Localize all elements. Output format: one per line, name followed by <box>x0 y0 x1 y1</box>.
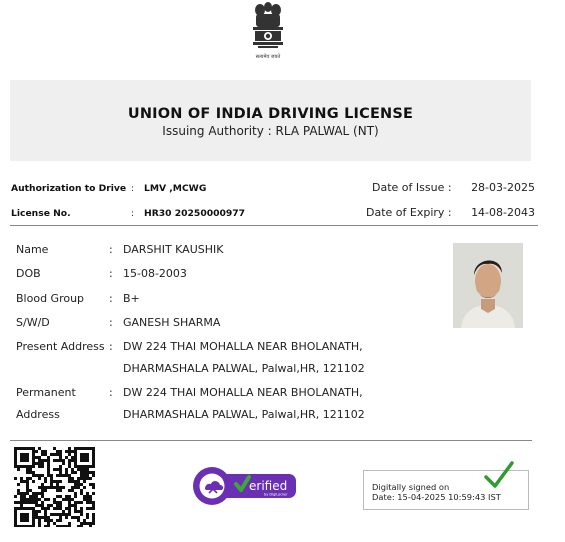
detail-value: GANESH SHARMA <box>123 316 221 329</box>
authorization-value: LMV ,MCWG <box>144 183 207 194</box>
detail-colon: : <box>109 386 113 399</box>
license-holder-photo <box>453 243 523 328</box>
detail-value: DW 224 THAI MOHALLA NEAR BHOLANATH, <box>123 340 363 353</box>
detail-colon: : <box>109 316 113 329</box>
issuing-authority: Issuing Authority : RLA PALWAL (NT) <box>162 124 379 138</box>
license-number-label: License No. <box>11 208 71 219</box>
expiry-date-value: 14-08-2043 <box>471 206 535 219</box>
detail-colon: : <box>109 292 113 305</box>
divider <box>10 440 532 441</box>
signature-date: Date: 15-04-2025 10:59:43 IST <box>372 492 501 502</box>
detail-label: S/W/D <box>16 316 50 329</box>
license-header <box>10 80 531 161</box>
divider <box>10 225 538 226</box>
detail-colon: : <box>109 340 113 353</box>
issue-date-label: Date of Issue : <box>372 181 452 194</box>
authorization-label: Authorization to Drive <box>11 183 127 194</box>
detail-label: Name <box>16 243 49 256</box>
detail-label-line2: Address <box>16 408 60 421</box>
verified-subtext: by DigiLocker <box>264 492 288 497</box>
issue-date-value: 28-03-2025 <box>471 181 535 194</box>
signature-line1: Digitally signed on <box>372 482 450 492</box>
detail-value-line2: DHARMASHALA PALWAL, Palwal,HR, 121102 <box>123 362 365 375</box>
detail-label: DOB <box>16 267 41 280</box>
detail-colon: : <box>109 267 113 280</box>
detail-value: DARSHIT KAUSHIK <box>123 243 224 256</box>
authorization-colon: : <box>131 183 135 194</box>
license-number-colon: : <box>131 208 135 219</box>
license-title: UNION OF INDIA DRIVING LICENSE <box>127 106 414 122</box>
qr-code <box>14 447 95 527</box>
detail-value: DW 224 THAI MOHALLA NEAR BHOLANATH, <box>123 386 363 399</box>
national-emblem-icon <box>246 0 290 62</box>
expiry-date-label: Date of Expiry : <box>366 206 452 219</box>
verified-text: erified <box>249 479 288 493</box>
detail-label: Present Address <box>16 340 105 353</box>
verified-badge-icon <box>192 466 298 506</box>
checkmark-icon <box>484 461 514 489</box>
emblem-motto: सत्यमेव जयते <box>255 54 281 60</box>
authorization-row <box>11 181 537 197</box>
detail-label: Blood Group <box>16 292 85 305</box>
detail-value: 15-08-2003 <box>123 267 187 280</box>
license-number-row <box>11 206 537 222</box>
detail-colon: : <box>109 243 113 256</box>
detail-label: Permanent <box>16 386 76 399</box>
detail-value-line2: DHARMASHALA PALWAL, Palwal,HR, 121102 <box>123 408 365 421</box>
detail-value: B+ <box>123 292 140 305</box>
license-number-value: HR30 20250000977 <box>144 208 246 219</box>
